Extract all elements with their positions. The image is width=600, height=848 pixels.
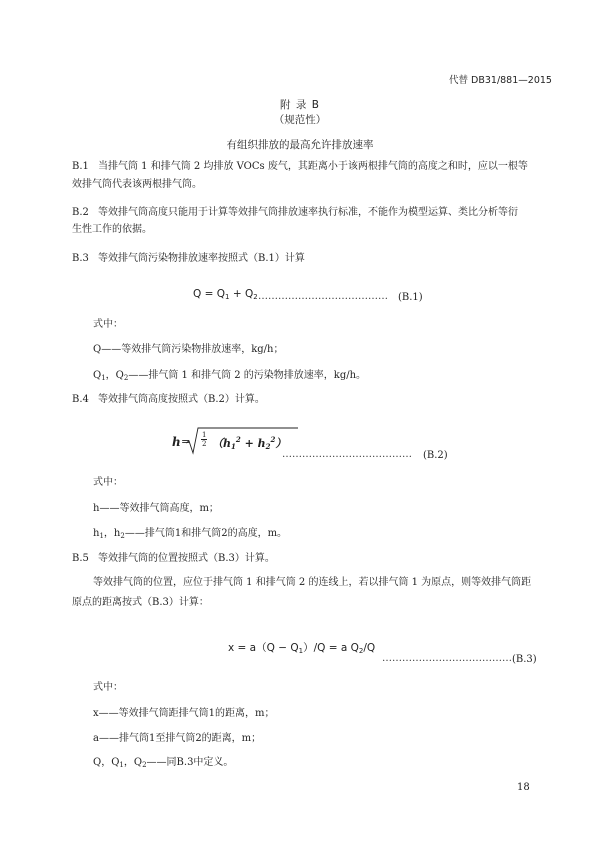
equation-b1: $Q = Q_1 + Q_2$ <box>193 288 258 301</box>
clause-b1-line2: 效排气筒代表该两根排气筒。 <box>72 179 202 190</box>
b5-def-q-q1-q2-text: ——同B.3中定义。 <box>146 757 234 768</box>
clause-b2-number: B.2 <box>72 207 89 218</box>
clause-b2-line2: 生性工作的依据。 <box>72 224 152 235</box>
clause-b1-number: B.1 <box>72 161 89 172</box>
b3-where-label: 式中： <box>93 319 123 330</box>
b4-where-label: 式中： <box>93 477 123 488</box>
b5-def-x: x——等效排气筒距排气筒1的距离，m； <box>93 708 275 719</box>
b5-def-a: a——排气筒1至排气筒2的距离，m； <box>93 733 262 744</box>
clause-b2-line1: 等效排气筒高度只能用于计算等效排气筒排放速率执行标准，不能作为模型运算、类比分析等衍 <box>98 207 518 218</box>
clause-b1-line1: 当排气筒 1 和排气筒 2 均排放 VOCs 废气，其距离小于该两根排气筒的高度之和时，应以一根等 <box>98 161 528 172</box>
b3-def-q1-q2: $Q_1$，$Q_2——$排气筒 1 和排气筒 2 的污染物排放速率，kg/h。 <box>93 370 367 382</box>
page-number: 18 <box>517 782 530 793</box>
clause-b3-number: B.3 <box>72 253 89 264</box>
b5-para-line1: 等效排气筒的位置，应位于排气筒 1 和排气筒 2 的连线上，若以排气筒 1 为原点，则等效排气筒距 <box>93 577 532 588</box>
equation-b1-leader: ………………………………… <box>258 291 388 302</box>
b5-where-label: 式中： <box>93 682 123 693</box>
b4-def-h: h——等效排气筒高度，m； <box>93 503 219 514</box>
clause-b5-text: 等效排气筒的位置按照式（B.3）计算。 <box>98 553 275 564</box>
b4-def-h1-h2-text: ——排气筒1和排气筒2的高度，m。 <box>124 528 288 539</box>
b5-def-q-q1-q2: Q，$Q_1$，$Q_2——$同B.3中定义。 <box>93 757 234 769</box>
b3-def-q: Q——等效排气筒污染物排放速率，kg/h； <box>93 344 284 355</box>
b3-def-q1-q2-text: ——排气筒 1 和排气筒 2 的污染物排放速率，kg/h。 <box>128 370 367 381</box>
equation-b1-number: (B.1) <box>398 292 423 303</box>
clause-b4-number: B.4 <box>72 394 89 405</box>
equation-b3-leader: ………………………………… <box>382 653 512 664</box>
equation-b3: $x = a(Q - Q_1)/Q = a$ $Q_2/Q$ <box>228 642 376 655</box>
b5-para-line2: 原点的距离按式（B.3）计算： <box>72 597 209 608</box>
clause-b3-text: 等效排气筒污染物排放速率按照式（B.1）计算 <box>98 253 305 264</box>
clause-b5-number: B.5 <box>72 553 89 564</box>
appendix-title: 附 录 B <box>280 99 320 111</box>
standard-code: 代替 DB31/881—2015 <box>449 75 552 86</box>
b4-def-h1-h2: $h_1$，$h_2——$排气筒1和排气筒2的高度，m。 <box>93 528 288 540</box>
equation-b2-number: (B.2) <box>423 450 448 461</box>
appendix-nature: （规范性） <box>273 114 327 126</box>
clause-b4-text: 等效排气筒高度按照式（B.2）计算。 <box>98 394 265 405</box>
appendix-heading: 有组织排放的最高允许排放速率 <box>226 139 374 151</box>
equation-b3-number: (B.3) <box>512 654 537 665</box>
equation-b2-leader: ………………………………… <box>282 449 412 460</box>
